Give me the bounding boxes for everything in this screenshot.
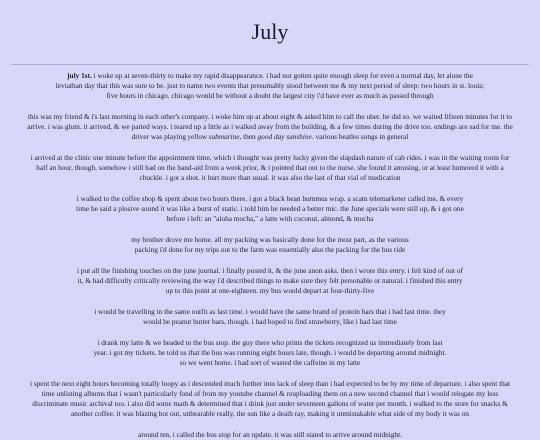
journal-entry (26, 112, 514, 142)
entry-text: this was my friend & i's last morning in each other's company. i woke him up at about eight & asked him to call the uber. he did so. we waited fifteen minutes for it to arrive. i was glum. it arrived, & we parted ways. i teared up a little as i walked away from the building, & a few times during the drive too. endings are sad for me. the driver was playing (27, 112, 513, 141)
journal-entry: i drank my latte & we headed to the bus stop. the guy there who prints the tickets recognized us immediately from last year. i got my tickets. he told us that the bus was running eight hours late, though. i would be departing around midnight. so we went home. i had sort of wasted the caffeine in my latte (93, 338, 447, 367)
song-title: good day sunshine (257, 132, 312, 141)
journal-entry: i walked to the coffee shop & spent about two hours there. i got a black bean hummus wrap. a scam telemarketer called me, & every time he said a plosive sound it was like a burst of static. i told him he needed a better mic. the June specials were still up, & i got one before i left: an "aloha mocha," a latte with coconut, almond, & mocha (76, 194, 464, 223)
journal-entry: i arrived at the clinic one minute before the appointment time, which i thought was pretty lucky given the slapdash nature of cab rides. i was in the waiting room for half an hour, though. somehow i still had on the band-aid from a week prior, & i pointed that out to the nurse. she found it amusing, or at least humored it with a chuckle. i got a shot. it hurt more than usual. it was also the last of that vial of medication (30, 153, 510, 182)
journal-entries (0, 65, 540, 440)
entry-text: , then (239, 132, 258, 141)
journal-entry (26, 71, 514, 101)
song-title: yellow submarine (187, 132, 240, 141)
journal-entry: around ten, i called the bus stop for an update. it was still stated to arrive around midnight. (138, 430, 402, 439)
entry-text: . various beatles songs in general (311, 132, 409, 141)
journal-entry: i spent the next eight hours becoming totally loopy as i descended much further into lack of sleep than i had expected to be by my time of departure. i also spent that time unlisting albums that i wasn't particularly fond of from my youtube channel & reuploading them on a new second channel that i would relegate my less discriminate music archival too. i also did some math & determined that i drink just under seventeen gallons of water per month. i walked to the store for snacks & another coffee. it was blazing hot out, unbearable really, the sun like a death ray, making it unmistakable what side of my body it was on (29, 379, 511, 418)
journal-entry: i put all the finishing touches on the june journal. i finally posted it, & the june anon asks. then i wrote this entry. i felt kind of out of it, & had difficulty critically reviewing the way i'd described things to make sure they felt personable or natural. i finished this entry up to this point at one-eighteen. my bus would depart at four-thirty-five (77, 266, 463, 295)
journal-entry: my brother drove me home. all my packing was basically done for the most part, as the various packing i'd done for my trips out to the farm was essentially also the packing for the bus ride (131, 235, 409, 254)
entry-date: july 1st. (67, 71, 92, 80)
journal-entry: i would be travelling in the same outfit as last time. i would have the same brand of protein bars that i had last time. they would be peanut butter bars, though. i had hoped to find strawberry, like i had last time (94, 307, 446, 326)
entry-text: i woke up at seven-thirty to make my rapid disappearance. i had not gotten quite enough sleep for even a normal day, let alone the leviathan day that this was sure to be. just to name two events that presumably stood between me & my next period of sleep: two hours in st. louis; five hours in chicago. chicago would be without a doubt the largest city i'd have ever as much as passed through (55, 71, 485, 100)
page-title: July (251, 19, 289, 44)
